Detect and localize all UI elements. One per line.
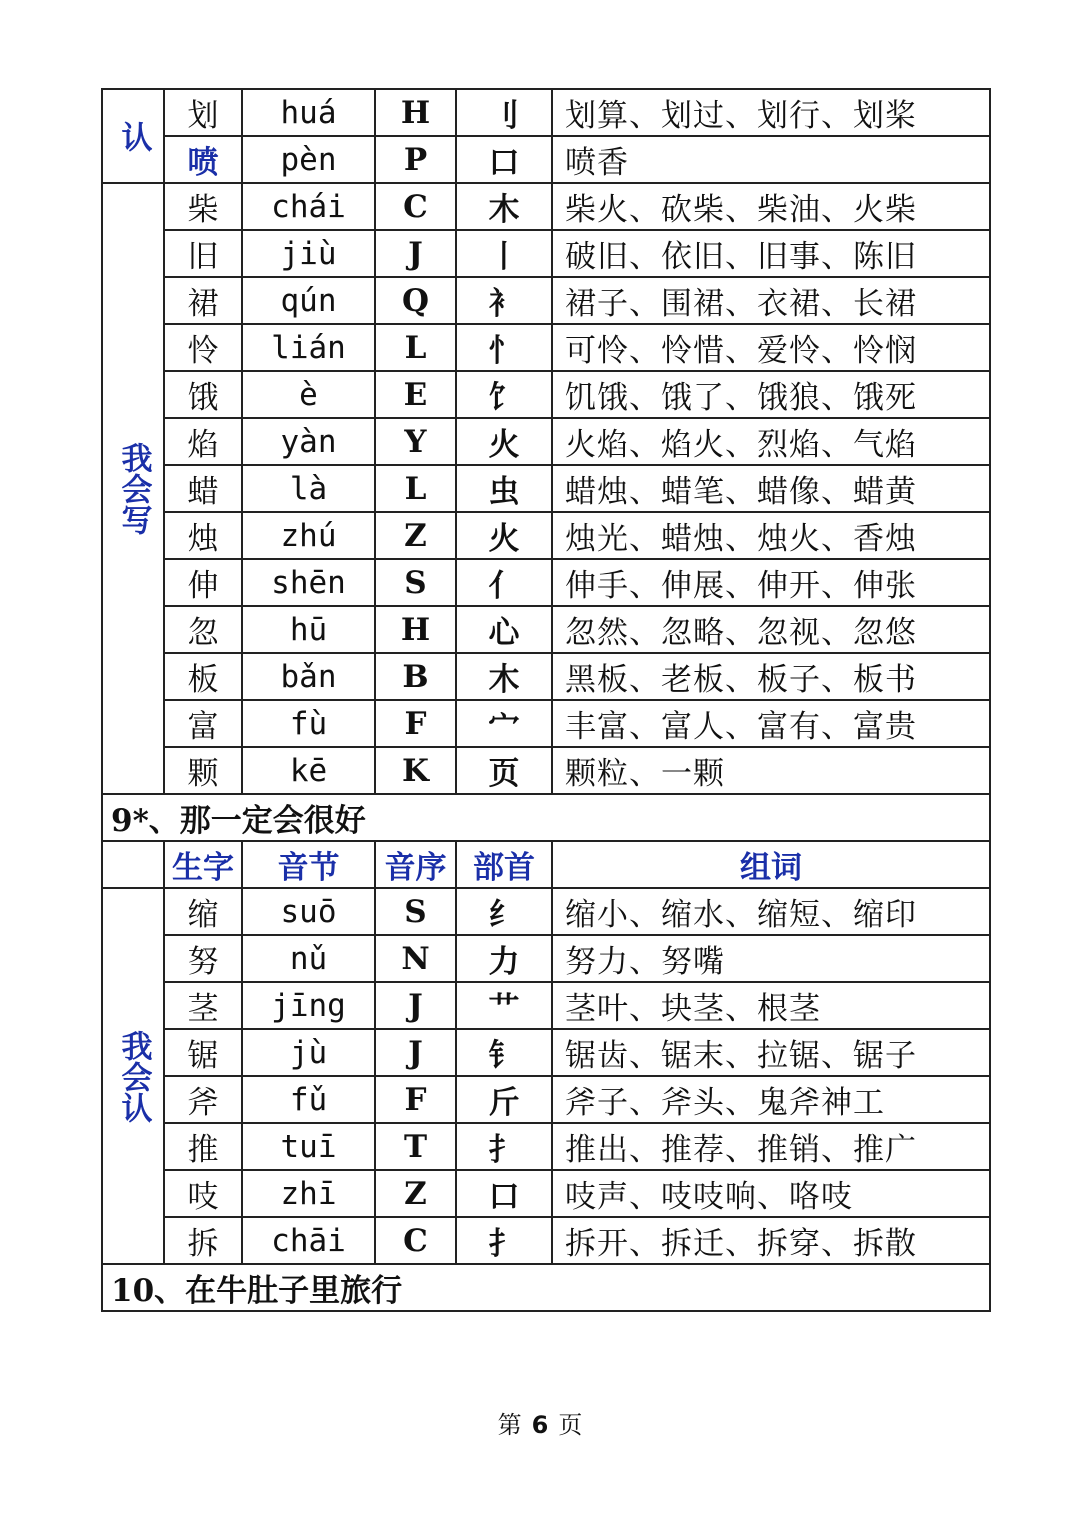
header-pinyin: 音节 bbox=[242, 841, 375, 888]
table-row bbox=[102, 230, 990, 277]
pinyin-cell: fǔ bbox=[242, 1076, 375, 1123]
radical-cell: 口 bbox=[456, 136, 552, 183]
sequence-cell: P bbox=[375, 136, 456, 183]
sequence-cell: E bbox=[375, 371, 456, 418]
words-cell: 拆开、拆迁、拆穿、拆散 bbox=[552, 1217, 990, 1264]
table-row bbox=[102, 512, 990, 559]
radical-cell: 扌 bbox=[456, 1217, 552, 1264]
radical-cell: 钅 bbox=[456, 1029, 552, 1076]
sequence-cell: Q bbox=[375, 277, 456, 324]
page-number: 6 bbox=[531, 1411, 549, 1439]
char-cell: 忽 bbox=[164, 606, 242, 653]
pinyin-cell: chái bbox=[242, 183, 375, 230]
table-row bbox=[102, 136, 990, 183]
sequence-cell: F bbox=[375, 700, 456, 747]
words-cell: 烛光、蜡烛、烛火、香烛 bbox=[552, 512, 990, 559]
pinyin-cell: è bbox=[242, 371, 375, 418]
words-cell: 可怜、怜惜、爱怜、怜悯 bbox=[552, 324, 990, 371]
sequence-cell: Z bbox=[375, 512, 456, 559]
pinyin-cell: yàn bbox=[242, 418, 375, 465]
radical-cell: 木 bbox=[456, 653, 552, 700]
char-cell: 裙 bbox=[164, 277, 242, 324]
pinyin-cell: jīng bbox=[242, 982, 375, 1029]
char-cell: 蜡 bbox=[164, 465, 242, 512]
sequence-cell: N bbox=[375, 935, 456, 982]
sequence-cell: B bbox=[375, 653, 456, 700]
radical-cell: 虫 bbox=[456, 465, 552, 512]
radical-cell: 木 bbox=[456, 183, 552, 230]
table-row bbox=[102, 559, 990, 606]
char-cell: 板 bbox=[164, 653, 242, 700]
page-footer bbox=[0, 1405, 1080, 1440]
sequence-cell: C bbox=[375, 183, 456, 230]
table-row bbox=[102, 1170, 990, 1217]
words-cell: 茎叶、块茎、根茎 bbox=[552, 982, 990, 1029]
radical-cell: 衤 bbox=[456, 277, 552, 324]
pinyin-cell: nǔ bbox=[242, 935, 375, 982]
words-cell: 饥饿、饿了、饿狼、饿死 bbox=[552, 371, 990, 418]
char-cell: 烛 bbox=[164, 512, 242, 559]
radical-cell: 忄 bbox=[456, 324, 552, 371]
radical-cell: 力 bbox=[456, 935, 552, 982]
table-row bbox=[102, 1029, 990, 1076]
table-row bbox=[102, 183, 990, 230]
table-row bbox=[102, 653, 990, 700]
words-cell: 斧子、斧头、鬼斧神工 bbox=[552, 1076, 990, 1123]
table-row bbox=[102, 89, 990, 136]
pinyin-cell: huá bbox=[242, 89, 375, 136]
header-words: 组词 bbox=[552, 841, 990, 888]
radical-cell: 刂 bbox=[456, 89, 552, 136]
table-row bbox=[102, 1217, 990, 1264]
sequence-cell: J bbox=[375, 230, 456, 277]
category-label-recognize: 认 bbox=[102, 89, 164, 183]
words-cell: 裙子、围裙、衣裙、长裙 bbox=[552, 277, 990, 324]
table-row bbox=[102, 418, 990, 465]
char-cell: 锯 bbox=[164, 1029, 242, 1076]
radical-cell: 口 bbox=[456, 1170, 552, 1217]
pinyin-cell: shēn bbox=[242, 559, 375, 606]
radical-cell: 丨 bbox=[456, 230, 552, 277]
words-cell: 丰富、富人、富有、富贵 bbox=[552, 700, 990, 747]
sequence-cell: L bbox=[375, 324, 456, 371]
header-row bbox=[102, 841, 990, 888]
sequence-cell: T bbox=[375, 1123, 456, 1170]
pinyin-cell: jiù bbox=[242, 230, 375, 277]
radical-cell: 页 bbox=[456, 747, 552, 794]
pinyin-cell: là bbox=[242, 465, 375, 512]
table-row bbox=[102, 1076, 990, 1123]
lesson-row bbox=[102, 1264, 990, 1311]
category-label-recognize: 我会认 bbox=[102, 888, 164, 1264]
sequence-cell: C bbox=[375, 1217, 456, 1264]
words-cell: 推出、推荐、推销、推广 bbox=[552, 1123, 990, 1170]
pinyin-cell: hū bbox=[242, 606, 375, 653]
char-cell: 旧 bbox=[164, 230, 242, 277]
words-cell: 忽然、忽略、忽视、忽悠 bbox=[552, 606, 990, 653]
table-row bbox=[102, 700, 990, 747]
pinyin-cell: jù bbox=[242, 1029, 375, 1076]
header-radical: 部首 bbox=[456, 841, 552, 888]
words-cell: 破旧、依旧、旧事、陈旧 bbox=[552, 230, 990, 277]
words-cell: 吱声、吱吱响、咯吱 bbox=[552, 1170, 990, 1217]
char-cell: 划 bbox=[164, 89, 242, 136]
table-row bbox=[102, 606, 990, 653]
radical-cell: 心 bbox=[456, 606, 552, 653]
pinyin-cell: zhú bbox=[242, 512, 375, 559]
table-row bbox=[102, 888, 990, 935]
words-cell: 努力、努嘴 bbox=[552, 935, 990, 982]
table-row bbox=[102, 277, 990, 324]
sequence-cell: Y bbox=[375, 418, 456, 465]
table-row bbox=[102, 935, 990, 982]
radical-cell: 艹 bbox=[456, 982, 552, 1029]
footer-suffix: 页 bbox=[558, 1411, 583, 1439]
words-cell: 锯齿、锯末、拉锯、锯子 bbox=[552, 1029, 990, 1076]
char-cell: 柴 bbox=[164, 183, 242, 230]
char-cell: 喷 bbox=[164, 136, 242, 183]
char-cell: 斧 bbox=[164, 1076, 242, 1123]
words-cell: 缩小、缩水、缩短、缩印 bbox=[552, 888, 990, 935]
header-blank bbox=[102, 841, 164, 888]
char-cell: 焰 bbox=[164, 418, 242, 465]
pinyin-cell: pèn bbox=[242, 136, 375, 183]
header-char: 生字 bbox=[164, 841, 242, 888]
pinyin-cell: fù bbox=[242, 700, 375, 747]
sequence-cell: K bbox=[375, 747, 456, 794]
radical-cell: 斤 bbox=[456, 1076, 552, 1123]
vocabulary-table bbox=[101, 88, 991, 1312]
char-cell: 茎 bbox=[164, 982, 242, 1029]
table-row bbox=[102, 747, 990, 794]
table-row bbox=[102, 324, 990, 371]
pinyin-cell: chāi bbox=[242, 1217, 375, 1264]
radical-cell: 亻 bbox=[456, 559, 552, 606]
words-cell: 柴火、砍柴、柴油、火柴 bbox=[552, 183, 990, 230]
table-row bbox=[102, 1123, 990, 1170]
words-cell: 火焰、焰火、烈焰、气焰 bbox=[552, 418, 990, 465]
radical-cell: 饣 bbox=[456, 371, 552, 418]
pinyin-cell: tuī bbox=[242, 1123, 375, 1170]
words-cell: 伸手、伸展、伸开、伸张 bbox=[552, 559, 990, 606]
table-row bbox=[102, 371, 990, 418]
radical-cell: 扌 bbox=[456, 1123, 552, 1170]
sequence-cell: J bbox=[375, 1029, 456, 1076]
char-cell: 推 bbox=[164, 1123, 242, 1170]
lesson-title: 9*、那一定会很好 bbox=[102, 794, 990, 841]
radical-cell: 纟 bbox=[456, 888, 552, 935]
radical-cell: 火 bbox=[456, 512, 552, 559]
header-seq: 音序 bbox=[375, 841, 456, 888]
table-row bbox=[102, 982, 990, 1029]
sequence-cell: J bbox=[375, 982, 456, 1029]
pinyin-cell: qún bbox=[242, 277, 375, 324]
char-cell: 怜 bbox=[164, 324, 242, 371]
pinyin-cell: lián bbox=[242, 324, 375, 371]
pinyin-cell: zhī bbox=[242, 1170, 375, 1217]
sequence-cell: F bbox=[375, 1076, 456, 1123]
radical-cell: 火 bbox=[456, 418, 552, 465]
char-cell: 饿 bbox=[164, 371, 242, 418]
char-cell: 缩 bbox=[164, 888, 242, 935]
words-cell: 划算、划过、划行、划桨 bbox=[552, 89, 990, 136]
lesson-row bbox=[102, 794, 990, 841]
words-cell: 蜡烛、蜡笔、蜡像、蜡黄 bbox=[552, 465, 990, 512]
sequence-cell: S bbox=[375, 888, 456, 935]
words-cell: 喷香 bbox=[552, 136, 990, 183]
lesson-title: 10、在牛肚子里旅行 bbox=[102, 1264, 990, 1311]
pinyin-cell: suō bbox=[242, 888, 375, 935]
pinyin-cell: kē bbox=[242, 747, 375, 794]
category-label-write: 我会写 bbox=[102, 183, 164, 794]
char-cell: 伸 bbox=[164, 559, 242, 606]
sequence-cell: S bbox=[375, 559, 456, 606]
footer-prefix: 第 bbox=[497, 1411, 522, 1439]
char-cell: 拆 bbox=[164, 1217, 242, 1264]
char-cell: 颗 bbox=[164, 747, 242, 794]
words-cell: 颗粒、一颗 bbox=[552, 747, 990, 794]
char-cell: 努 bbox=[164, 935, 242, 982]
radical-cell: 宀 bbox=[456, 700, 552, 747]
pinyin-cell: bǎn bbox=[242, 653, 375, 700]
char-cell: 吱 bbox=[164, 1170, 242, 1217]
char-cell: 富 bbox=[164, 700, 242, 747]
sequence-cell: H bbox=[375, 606, 456, 653]
sequence-cell: Z bbox=[375, 1170, 456, 1217]
sequence-cell: H bbox=[375, 89, 456, 136]
words-cell: 黑板、老板、板子、板书 bbox=[552, 653, 990, 700]
sequence-cell: L bbox=[375, 465, 456, 512]
table-row bbox=[102, 465, 990, 512]
